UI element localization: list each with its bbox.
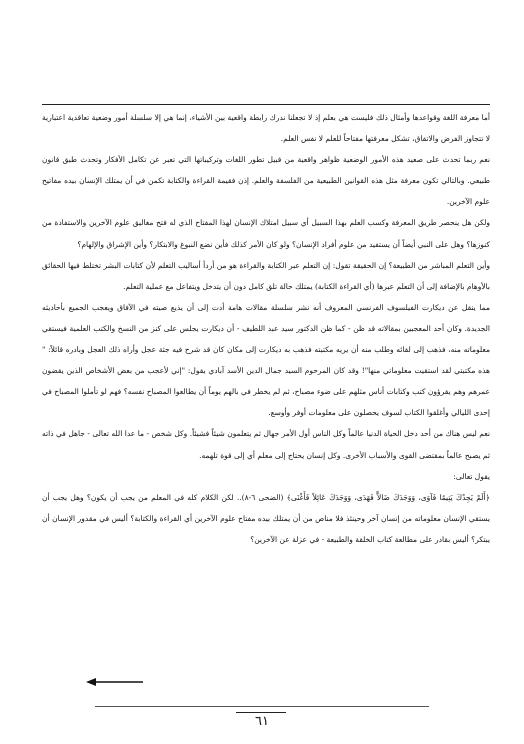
header-rule <box>42 104 490 105</box>
paragraph: أما معرفة اللغة وقواعدها وأمثال ذلك فليست هي بعلم إذ لا تجعلنا ندرك رابطة واقعية بين الأشياء، إنما هي إلا سلسلة أمور وضعية تعاقدية اعتبارية لا تتجاوز الفرض والاتفاق، تشكل معرفتها مفتاحاً للعلم لا نفس العلم. <box>42 113 490 144</box>
page-body <box>42 107 490 550</box>
paragraph: نعم ليس هناك من أحد دخل الحياة الدنيا عالماً وكل الناس أول الأمر جهال ثم يتعلمون شيئاً فشيئاً. وكل شخص - ما عدا الله تعالى - جاهل في ذاته ثم يصبح عالماً بمقتضى القوى والأسباب الأخرى. وكل إنسان يحتاج إلى معلم أي إلى قوة تلهمه. <box>42 429 490 460</box>
footer-rule <box>95 706 429 707</box>
paragraph: نعم ربما تحدث على صعيد هذه الأمور الوضعية ظواهر واقعية من قبيل تطور اللغات وتركيباتها التي تعبر عن تكامل الأفكار وتحدث طبق قانون طبيعي. وبالتالي تكون معرفة مثل هذه القوانين الطبيعية من الفلسفة والعلم. إذن فقيمة القراءة والكتابة تكمن في أن يمتلك الإنسان بيده مفاتيح علوم الآخرين. <box>42 155 490 207</box>
paragraph: ﴿أَلَمْ يَجِدْكَ يَتِيمًا فَآوَى، وَوَجَدَكَ ضَالاًّ فَهَدَى، وَوَجَدَكَ عَائِلاً فَأَغْنَى﴾ (الضحى ٦-٨).. لكن الكلام كله في المعلم من يجب أن يكون؟ وهل يجب أن يستقي الإنسان معلوماته من إنسان آخر وحينئذ فلا مناص من أن يمتلك بيده مفتاح علوم الآخرين أي القراءة والكتابة؟ أليس في مقدور الإنسان أن يبتكر؟ أليس بقادر على مطالعة كتاب الخلقة والطبيعة - في عزلة عن الآخرين؟ <box>42 492 490 544</box>
paragraph: وأين التعلم المباشر من الطبيعة؟ إن الحقيقة تقول: إن التعلم عبر الكتابة والقراءة هو من أردأ أساليب التعلم لأن كتابات البشر تختلط فيها الحقائق بالأوهام بالإضافة إلى أن التعلم عبرها (أي القراءة الكتابة) يمتلك حالة تلق كامل دون أن يتدخل ويتفاعل مع عملية التعلم. <box>42 260 490 291</box>
paragraph: مما ينقل عن ديكارت الفيلسوف الفرنسي المعروف أنه نشر سلسلة مقالات هامة أدت إلى أن يذيع صيته في الآفاق ويعجب الجميع بأحاديثه الجديدة. وكان أحد المعجبين بمقالاته قد ظن - كما ظن الدكتور سيد عبد اللطيف - أن ديكارت يجلس على كنز من النسخ والكتب العلمية فيستقي معلوماته منه، فذهب إلى لقائه وطلب منه أن يريه مكتبته فذهب به ديكارت إلى مكان كان قد شرح فيه جثة عجل وأراه ذلك العجل وبادره قائلاً: " هذه مكتبتي لقد استقيت معلوماتي منها"! وقد كان المرحوم السيد جمال الدين الأسد آبادي يقول: "إني لأعجب من بعض الأشخاص الذين يقضون عمرهم وهم يقرؤون كتب وكتابات أناس مثلهم على ضوء مصباح، ثم لم يخطر في بالهم يوماً أن يطالعوا المصباح نفسه؟ فهم لو تأملوا المصباح في إحدى الليالي وأغلقوا الكتاب لسوف يحصلون على معلومات أوفر وأوسع. <box>42 302 490 418</box>
continue-arrow-icon <box>86 677 144 687</box>
paragraph: ولكن هل ينحصر طريق المعرفة وكسب العلم بهذا السبيل أي سبيل امتلاك الإنسان لهذا المفتاح الذي له فتح مغاليق علوم الآخرين والاستفادة من كنوزها؟ وهل على النبي أيضاً أن يستفيد من علوم أفراد الإنسان؟ ولو كان الأمر كذلك فأين نضع النبوغ والابتكار؟ وأين الإشراق والإلهام؟ <box>42 218 490 249</box>
page-number-rule <box>236 712 286 713</box>
page-number: ٦١ <box>255 714 269 729</box>
paragraph: يقول تعالى: <box>453 471 490 481</box>
